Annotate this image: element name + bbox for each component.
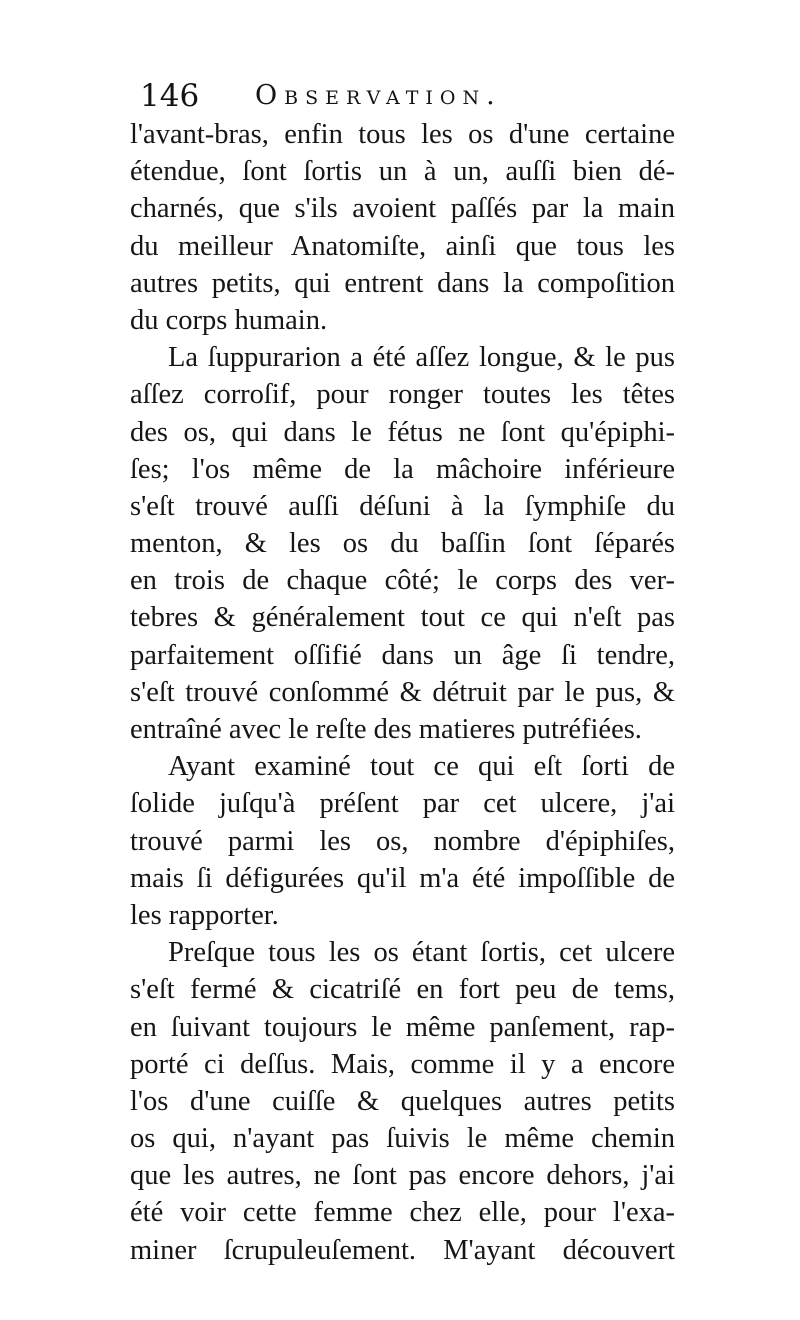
text-line: que les autres, ne ſont pas encore dehors, j'ai (130, 1160, 675, 1192)
body-text (130, 116, 675, 1269)
text-line: s'eſt fermé & cicatriſé en fort peu de tems, (130, 974, 675, 1006)
text-line: tebres & généralement tout ce qui n'eſt pas (130, 602, 675, 634)
text-line: s'eſt trouvé conſommé & détruit par le pus, & (130, 676, 675, 708)
text-line: Preſque tous les os étant ſortis, cet ulcere (168, 937, 675, 969)
text-line: os qui, n'ayant pas ſuivis le même chemin (130, 1123, 675, 1155)
text-line: parfaitement oſſifié dans un âge ſi tendre, (130, 639, 675, 671)
text-line: des os, qui dans le fétus ne ſont qu'épiphi- (130, 416, 675, 448)
text-line: charnés, que s'ils avoient paſſés par la main (130, 193, 675, 225)
text-line: porté ci deſſus. Mais, comme il y a encore (130, 1048, 675, 1080)
running-title: Observation. (255, 80, 502, 111)
text-line: les rapporter. (130, 899, 279, 931)
text-line: entraîné avec le reſte des matieres putréfiées. (130, 714, 642, 745)
text-line: l'os d'une cuiſſe & quelques autres petits (130, 1085, 675, 1117)
text-line: menton, & les os du baſſin ſont ſéparés (130, 528, 675, 560)
text-line: s'eſt trouvé auſſi déſuni à la ſymphiſe du (130, 490, 675, 522)
text-line: du corps humain. (130, 304, 328, 336)
text-line: ſes; l'os même de la mâchoire inférieure (130, 453, 675, 485)
text-line: aſſez corroſif, pour ronger toutes les têtes (130, 379, 675, 411)
text-line: été voir cette femme chez elle, pour l'exa- (130, 1197, 675, 1229)
text-line: du meilleur Anatomiſte, ainſi que tous les (130, 230, 675, 262)
text-line: autres petits, qui entrent dans la compoſition (130, 267, 675, 299)
text-line: La ſuppurarion a été aſſez longue, & le pus (168, 342, 675, 374)
text-line: l'avant-bras, enfin tous les os d'une certaine (130, 119, 675, 150)
page-number: 146 (140, 78, 200, 114)
text-line: étendue, ſont ſortis un à un, auſſi bien dé- (130, 156, 675, 188)
text-line: trouvé parmi les os, nombre d'épiphiſes, (130, 825, 675, 857)
text-line: Ayant examiné tout ce qui eſt ſorti de (168, 751, 675, 783)
text-line: miner ſcrupuleuſement. M'ayant découvert (130, 1234, 675, 1266)
text-line: ſolide juſqu'à préſent par cet ulcere, j'ai (130, 788, 675, 820)
text-line: en ſuivant toujours le même panſement, rap- (130, 1011, 675, 1043)
text-line: mais ſi défigurées qu'il m'a été impoſſible de (130, 862, 675, 894)
text-line: en trois de chaque côté; le corps des ver- (130, 565, 675, 597)
